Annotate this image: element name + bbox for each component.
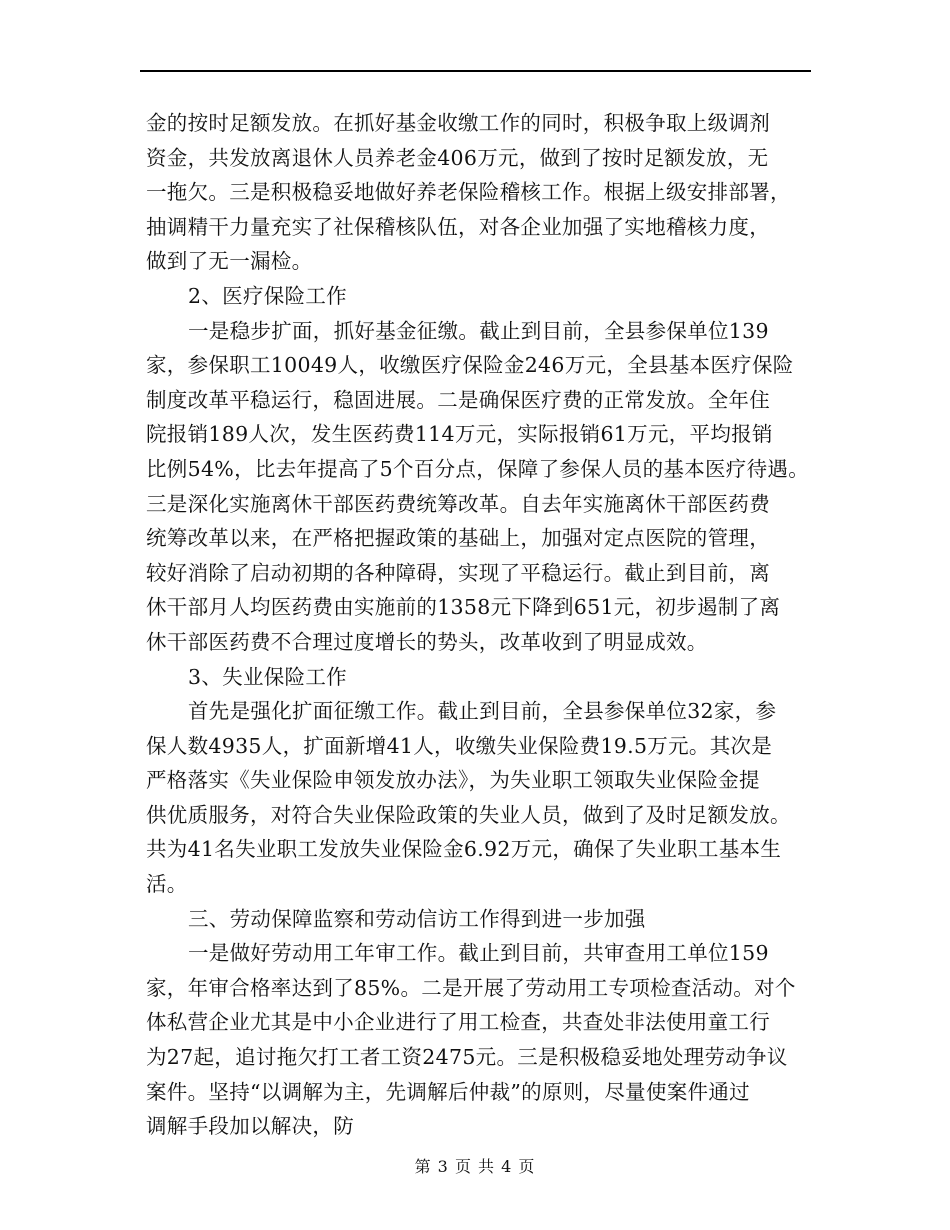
text-line: 2、医疗保险工作 xyxy=(188,283,347,308)
text-line: 资金，共发放离退休人员养老金406万元，做到了按时足额发放，无 xyxy=(146,145,769,170)
text-line: 休干部医药费不合理过度增长的势头，改革收到了明显成效。 xyxy=(146,629,708,654)
text-line: 调解手段加以解决，防 xyxy=(146,1114,354,1139)
text-line: 比例54%，比去年提高了5个百分点，保障了参保人员的基本医疗待遇。 xyxy=(146,456,810,481)
text-line: 保人数4935人，扩面新增41人，收缴失业保险费19.5万元。其次是 xyxy=(146,733,773,758)
text-line: 严格落实《失业保险申领发放办法》，为失业职工领取失业保险金提 xyxy=(146,768,760,793)
text-line: 活。 xyxy=(146,872,188,897)
text-line: 制度改革平稳运行，稳固进展。二是确保医疗费的正常发放。全年住 xyxy=(146,387,770,412)
text-line: 三是深化实施离休干部医药费统筹改革。自去年实施离休干部医药费 xyxy=(146,491,770,516)
text-line: 一是稳步扩面，抓好基金征缴。截止到目前，全县参保单位139 xyxy=(188,318,769,343)
text-line: 一拖欠。三是积极稳妥地做好养老保险稽核工作。根据上级安排部署， xyxy=(146,180,791,205)
text-line: 家，参保职工10049人，收缴医疗保险金246万元，全县基本医疗保险 xyxy=(146,353,794,378)
text-line: 一是做好劳动用工年审工作。截止到目前，共审查用工单位159 xyxy=(188,941,769,966)
text-line: 休干部月人均医药费由实施前的1358元下降到651元，初步遏制了离 xyxy=(146,595,781,620)
text-line: 院报销189人次，发生医药费114万元，实际报销61万元，平均报销 xyxy=(146,422,773,447)
text-line: 金的按时足额发放。在抓好基金收缴工作的同时，积极争取上级调剂 xyxy=(146,111,770,135)
text-line: 共为41名失业职工发放失业保险金6.92万元，确保了失业职工基本生 xyxy=(146,837,782,862)
text-line: 案件。坚持“以调解为主，先调解后仲裁”的原则，尽量使案件通过 xyxy=(146,1079,750,1104)
text-line: 3、失业保险工作 xyxy=(188,664,347,689)
header-rule xyxy=(140,70,811,72)
text-line: 体私营企业尤其是中小企业进行了用工检查，共查处非法使用童工行 xyxy=(146,1010,770,1035)
text-line: 首先是强化扩面征缴工作。截止到目前，全县参保单位32家，参 xyxy=(188,699,777,724)
page-footer: 第 3 页 共 4 页 xyxy=(414,1157,536,1176)
text-line: 为27起，追讨拖欠打工者工资2475元。三是积极稳妥地处理劳动争议 xyxy=(146,1045,788,1070)
text-line: 三、劳动保障监察和劳动信访工作得到进一步加强 xyxy=(188,906,646,931)
text-line: 供优质服务，对符合失业保险政策的失业人员，做到了及时足额发放。 xyxy=(146,802,791,827)
text-line: 抽调精干力量充实了社保稽核队伍，对各企业加强了实地稽核力度， xyxy=(146,214,770,239)
text-line: 做到了无一漏检。 xyxy=(146,249,313,274)
text-line: 家，年审合格率达到了85%。二是开展了劳动用工专项检查活动。对个 xyxy=(146,975,796,1000)
text-line: 统筹改革以来，在严格把握政策的基础上，加强对定点医院的管理， xyxy=(146,526,770,551)
text-line: 较好消除了启动初期的各种障碍，实现了平稳运行。截止到目前，离 xyxy=(146,560,770,585)
document-body xyxy=(146,106,826,1144)
